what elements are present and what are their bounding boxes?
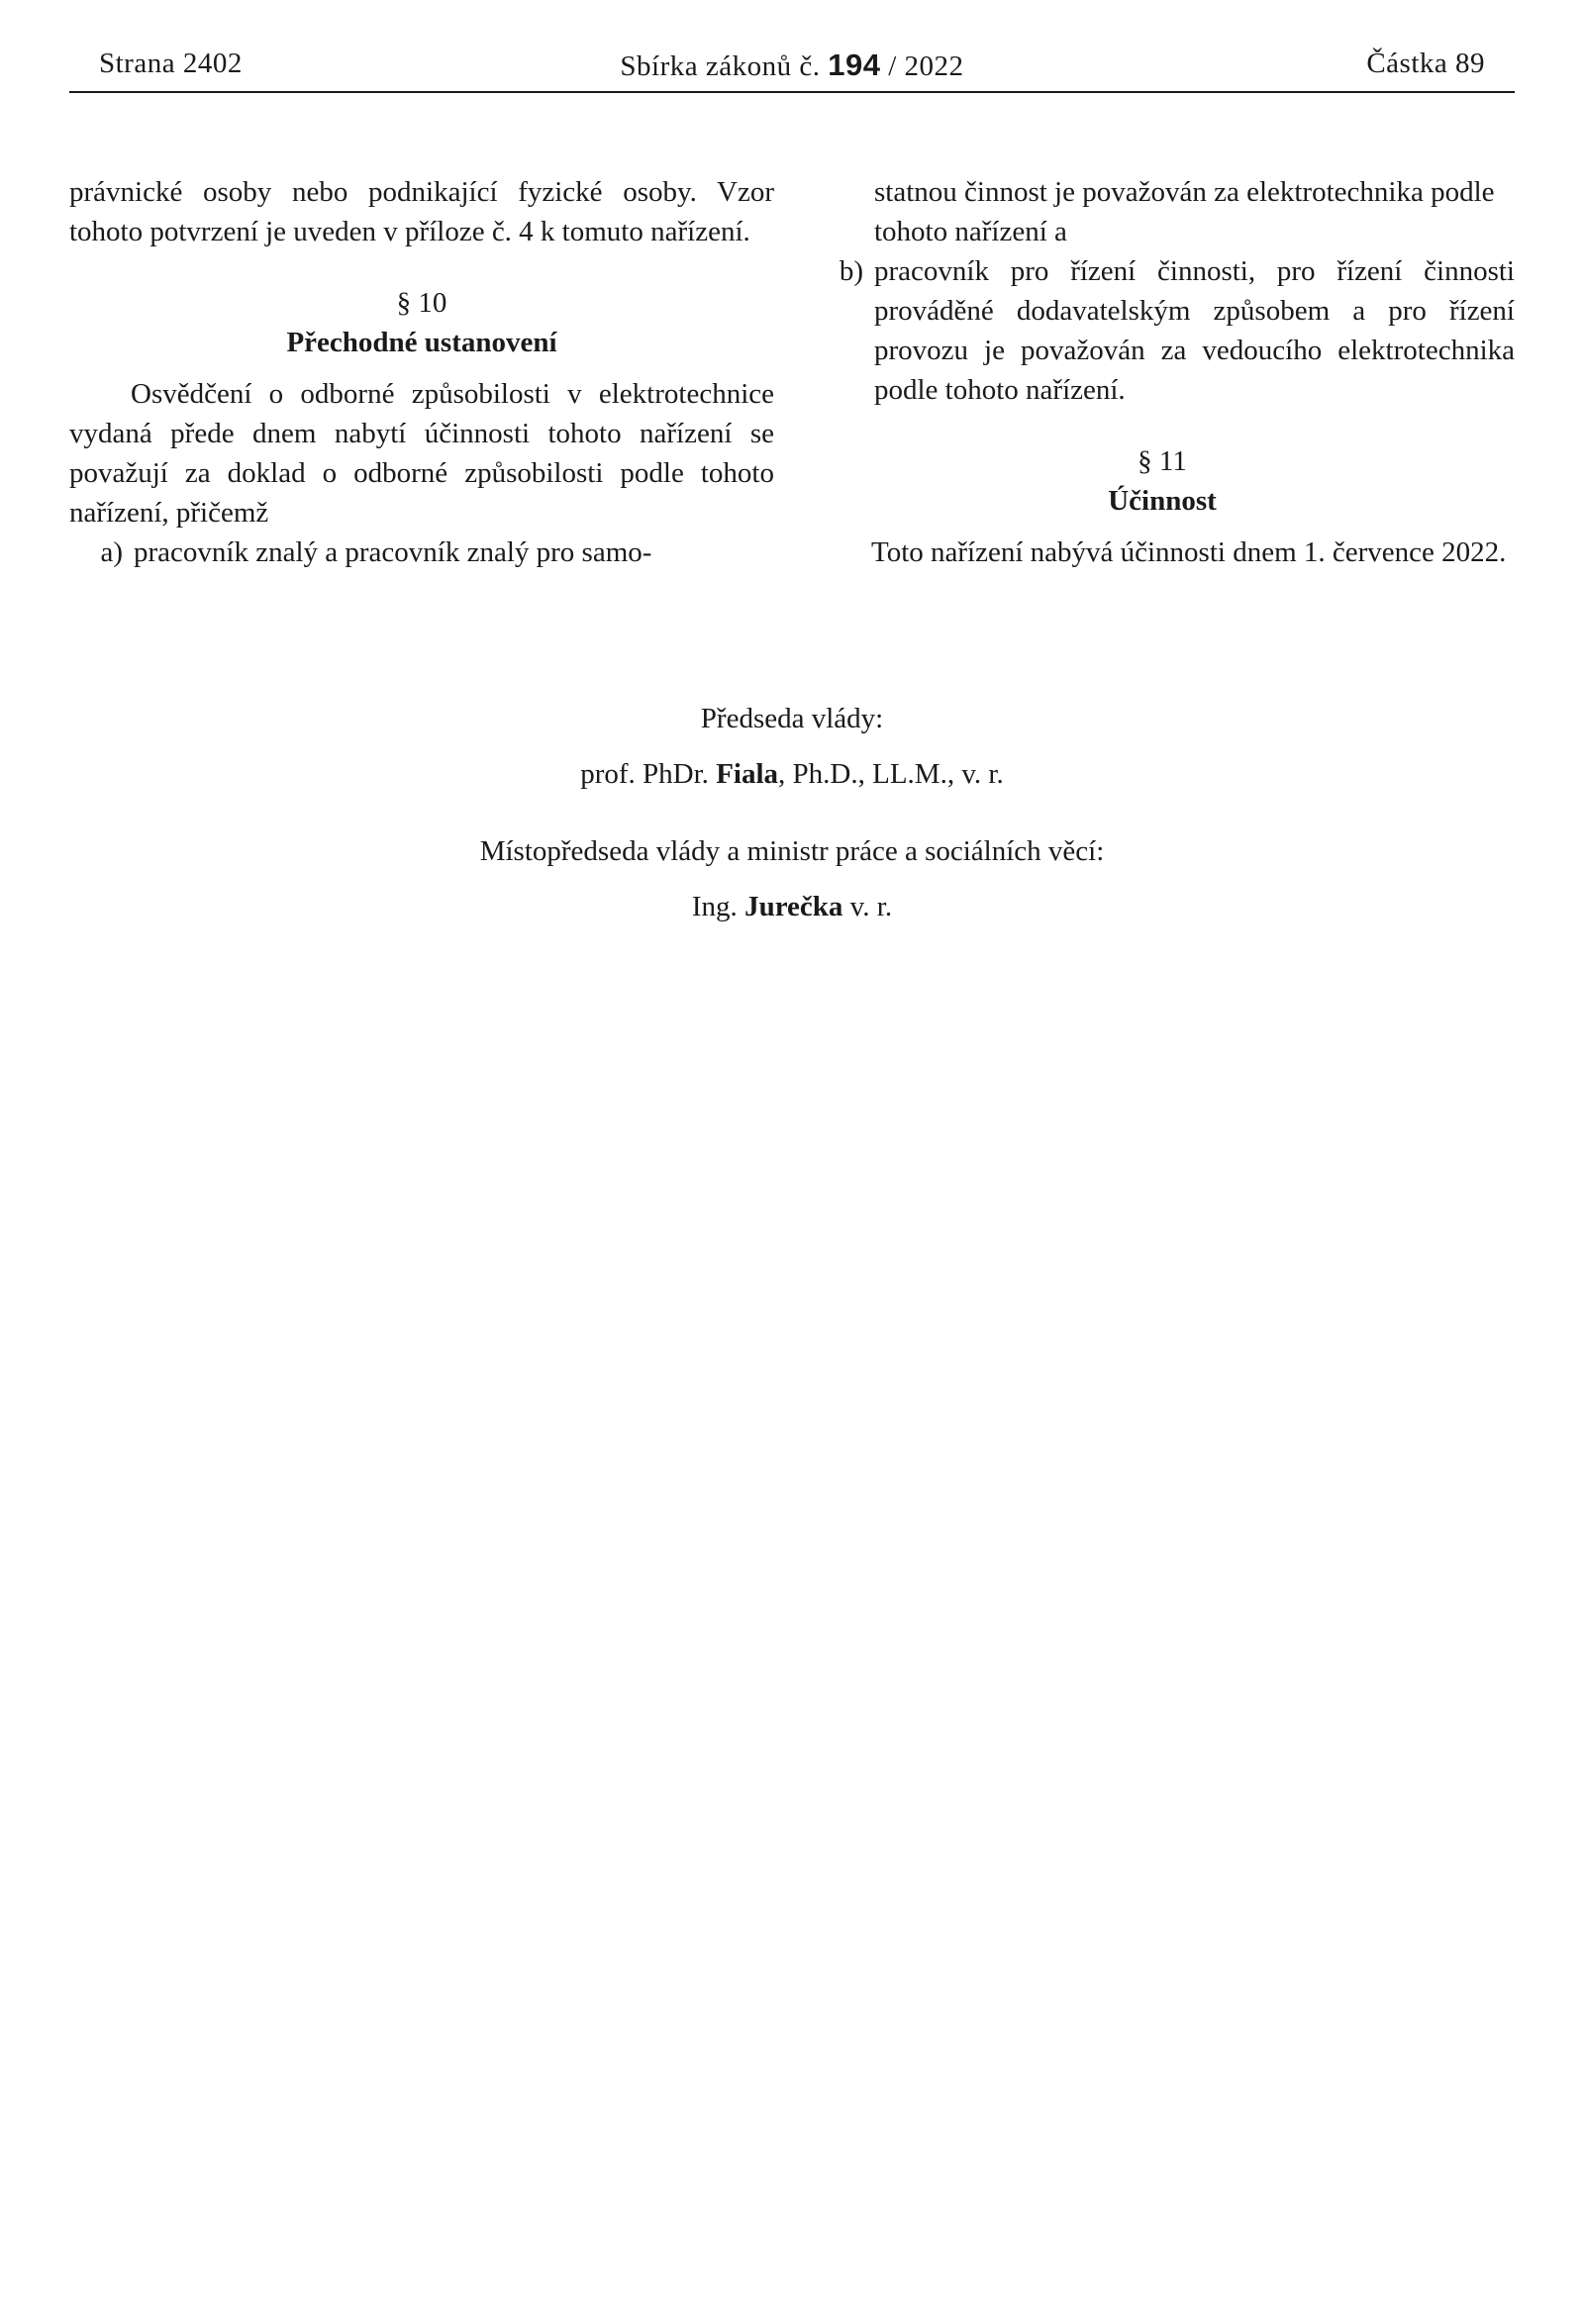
list-item-a-text: pracovník znalý a pracovník znalý pro samo- bbox=[134, 536, 652, 568]
pm-role: Předseda vlády: bbox=[700, 703, 884, 734]
collection-title bbox=[69, 48, 1515, 83]
right-column bbox=[810, 172, 1515, 572]
law-number: 194 bbox=[828, 48, 881, 82]
page-number: Strana 2402 bbox=[99, 48, 243, 79]
dpm-signature bbox=[0, 887, 1584, 926]
law-year: / 2022 bbox=[888, 50, 964, 82]
list-item-b-text: pracovník pro řízení činnosti, pro řízení činnosti prováděné dodavatelským způsobem a pro řízení provozu je považován za vedoucího elektrotechnika podle tohoto nařízení. bbox=[874, 255, 1515, 406]
section-11-title: Účinnost bbox=[1108, 485, 1217, 517]
section-10-body: Osvědčení o odborné způsobilosti v elektrotechnice vydaná přede dnem nabytí účinnosti tohoto nařízení se považují za doklad o odborné způsobilosti podle tohoto nařízení, přičemž bbox=[69, 378, 774, 529]
list-item-b bbox=[810, 251, 1515, 410]
dpm-name: Jurečka bbox=[744, 891, 843, 922]
dpm-role: Místopředseda vlády a ministr práce a sociálních věcí: bbox=[479, 835, 1105, 867]
section-10-title: Přechodné ustanovení bbox=[286, 327, 557, 358]
list-item-a-marker: a) bbox=[100, 536, 123, 568]
pm-prefix: prof. PhDr. bbox=[580, 758, 709, 790]
section-10-number: § 10 bbox=[396, 287, 447, 319]
pm-name: Fiala bbox=[716, 758, 779, 790]
pm-suffix: , Ph.D., LL.M., v. r. bbox=[778, 758, 1004, 790]
pm-signature bbox=[0, 754, 1584, 794]
left-column bbox=[69, 172, 774, 572]
list-item-a bbox=[69, 533, 774, 572]
collection-prefix: Sbírka zákonů č. bbox=[620, 50, 821, 82]
intro-paragraph: právnické osoby nebo podnikající fyzické osoby. Vzor tohoto potvrzení je uveden v příloze č. 4 k tomuto nařízení. bbox=[69, 176, 774, 247]
dpm-prefix: Ing. bbox=[691, 891, 738, 922]
section-11-body: Toto nařízení nabývá účinnosti dnem 1. července 2022. bbox=[871, 536, 1507, 568]
part-number: Částka 89 bbox=[1366, 48, 1485, 79]
page-header bbox=[69, 44, 1515, 93]
list-item-a-continuation: statnou činnost je považován za elektrotechnika podle tohoto nařízení a bbox=[874, 176, 1495, 247]
section-11-number: § 11 bbox=[1138, 445, 1187, 477]
list-item-b-marker: b) bbox=[839, 255, 863, 287]
dpm-suffix: v. r. bbox=[849, 891, 893, 922]
